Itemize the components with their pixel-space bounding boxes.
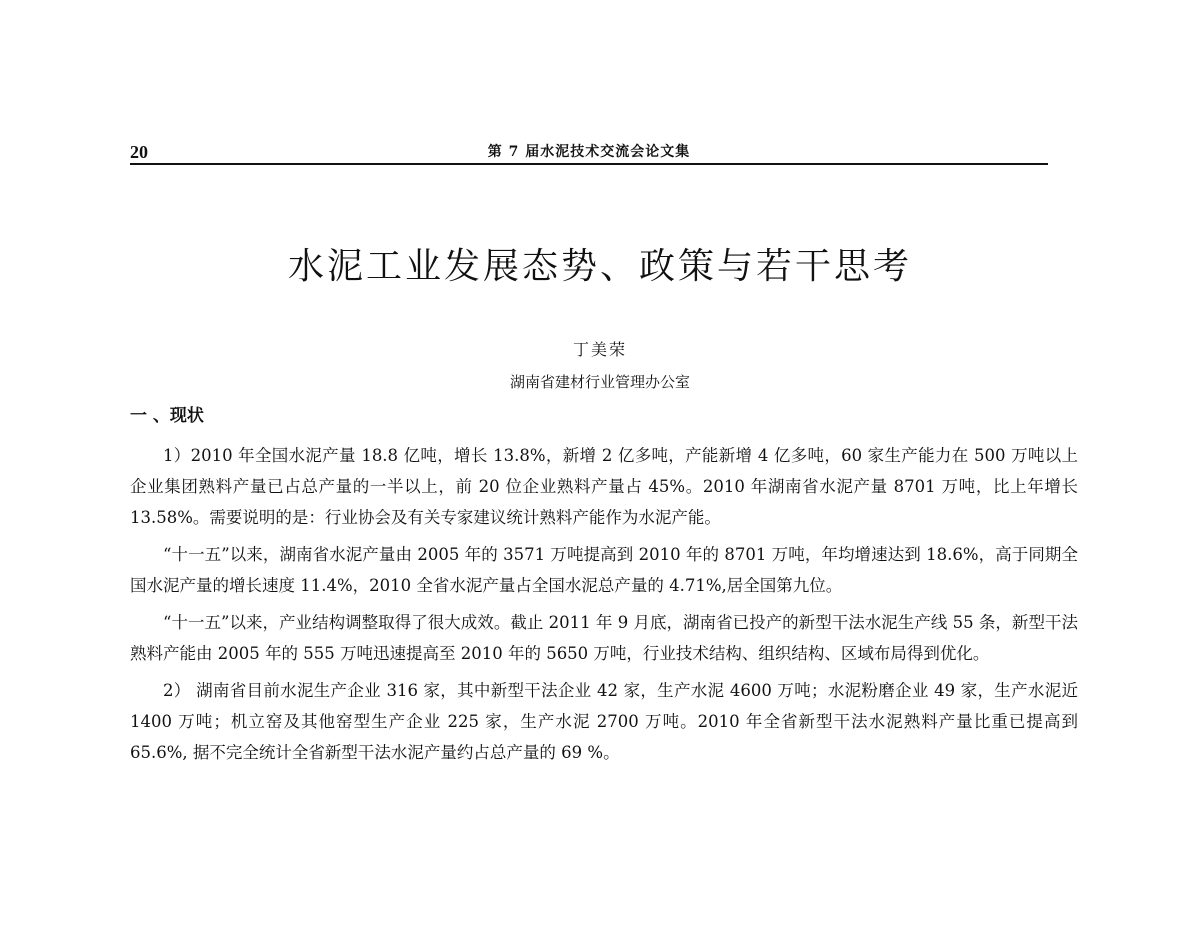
author-affiliation: 湖南省建材行业管理办公室 (509, 373, 690, 391)
page-number: 20 (130, 142, 148, 162)
author-name: 丁美荣 (572, 340, 627, 359)
article-title: 水泥工业发展态势、政策与若干思考 (287, 246, 912, 287)
section-body (130, 440, 1078, 774)
paragraph: 1）2010 年全国水泥产量 18.8 亿吨，增长 13.8%，新增 2 亿多吨，产能新增 4 亿多吨，60 家生产能力在 500 万吨以上企业集团熟料产量已占总产量的一半以上，前 20 位企业熟料产量占 45%。2010 年湖南省水泥产量 8701 万吨，比上年增长 13.58%。需要说明的是：行业协会及有关专家建议统计熟料产能作为水泥产能。 (130, 446, 1078, 527)
paragraph: “十一五”以来，产业结构调整取得了很大成效。截止 2011 年 9 月底，湖南省已投产的新型干法水泥生产线 55 条，新型干法熟料产能由 2005 年的 555 万吨迅速提高至 2010 年的 5650 万吨，行业技术结构、组织结构、区域布局得到优化。 (130, 613, 1078, 663)
paragraph: 2） 湖南省目前水泥生产企业 316 家，其中新型干法企业 42 家，生产水泥 4600 万吨；水泥粉磨企业 49 家，生产水泥近 1400 万吨；机立窑及其他窑型生产企业 225 家，生产水泥 2700 万吨。2010 年全省新型干法水泥熟料产量比重已提高到 65.6%, 据不完全统计全省新型干法水泥产量约占总产量的 69 %。 (130, 681, 1078, 762)
running-header (130, 140, 1048, 166)
header-rule (130, 163, 1048, 165)
section-heading: 一 、现状 (130, 406, 204, 426)
paragraph: “十一五”以来，湖南省水泥产量由 2005 年的 3571 万吨提高到 2010 年的 8701 万吨，年均增速达到 18.6%，高于同期全国水泥产量的增长速度 11.4%，2010 全省水泥产量占全国水泥总产量的 4.71%,居全国第九位。 (130, 545, 1078, 595)
journal-name: 第 7 届水泥技术交流会论文集 (487, 144, 691, 160)
